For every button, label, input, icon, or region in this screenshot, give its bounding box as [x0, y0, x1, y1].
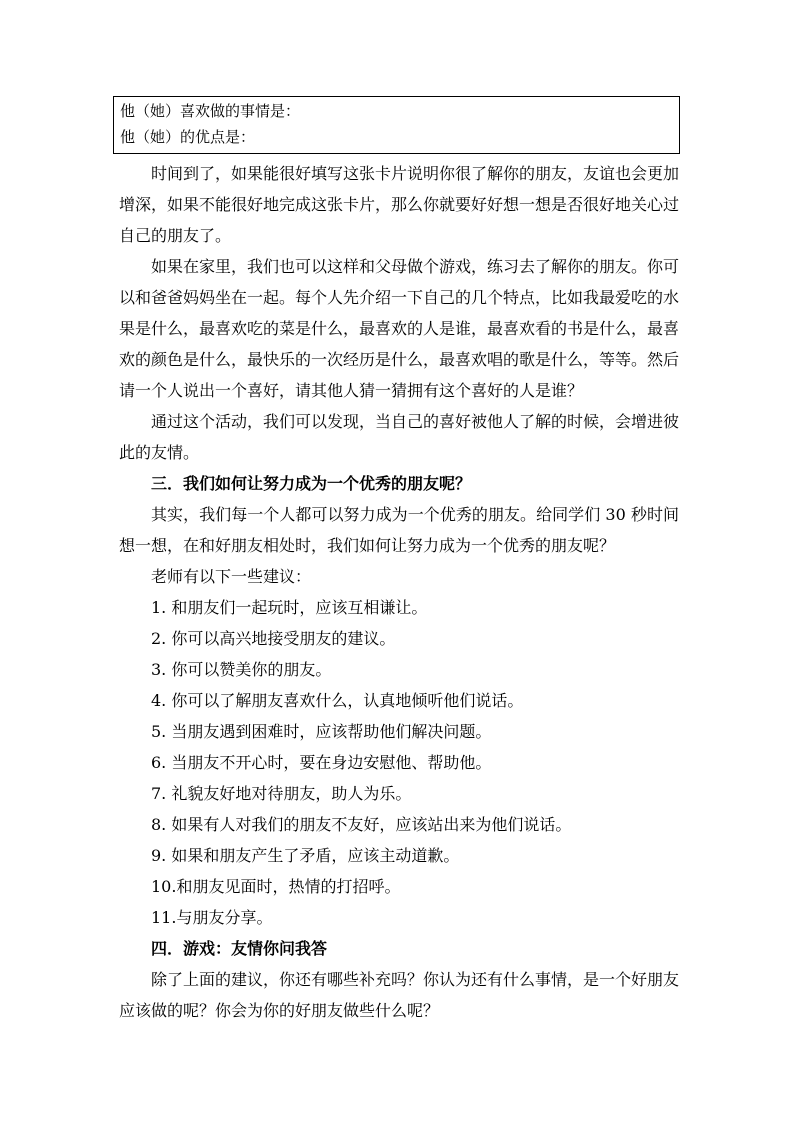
section-3-suggestion-lead: 老师有以下一些建议：: [151, 567, 312, 586]
list-item: 4. 你可以了解朋友喜欢什么，认真地倾听他们说话。: [151, 691, 524, 710]
section-4-heading: 四．游戏：友情你问我答: [151, 939, 328, 958]
section-3-intro: 其实，我们每一个人都可以努力成为一个优秀的朋友。给同学们 30 秒时间想一想，在和好朋友相处时，我们如何让努力成为一个优秀的朋友呢？: [119, 505, 679, 555]
card-line-strength: 他（她）的优点是：: [120, 128, 256, 146]
section-3-heading: 三．我们如何让努力成为一个优秀的朋友呢？: [151, 474, 472, 493]
document-body: [119, 158, 679, 1026]
list-item: 11.与朋友分享。: [151, 908, 273, 927]
paragraph-family-game: 如果在家里，我们也可以这样和父母做个游戏，练习去了解你的朋友。你可以和爸爸妈妈坐在一起。每个人先介绍一下自己的几个特点，比如我最爱吃的水果是什么，最喜欢吃的菜是什么，最喜欢的人是谁，最喜欢看的书是什么，最喜欢的颜色是什么，最快乐的一次经历是什么，最喜欢唱的歌是什么，等等。然后请一个人说出一个喜好，请其他人猜一猜拥有这个喜好的人是谁？: [119, 257, 680, 400]
suggestion-list: [119, 592, 679, 933]
paragraph-card-conclusion: 时间到了，如果能很好填写这张卡片说明你很了解你的朋友，友谊也会更加增深，如果不能很好地完成这张卡片，那么你就要好好想一想是否很好地关心过自己的朋友了。: [119, 164, 680, 245]
list-item: 6. 当朋友不开心时，要在身边安慰他、帮助他。: [151, 753, 492, 772]
section-4-intro: 除了上面的建议，你还有哪些补充吗？你认为还有什么事情，是一个好朋友应该做的呢？你会为你的好朋友做些什么呢？: [119, 970, 680, 1020]
list-item: 3. 你可以赞美你的朋友。: [151, 660, 332, 679]
list-item: 2. 你可以高兴地接受朋友的建议。: [151, 629, 396, 648]
list-item: 5. 当朋友遇到困难时，应该帮助他们解决问题。: [151, 722, 492, 741]
list-item: 1. 和朋友们一起玩时，应该互相谦让。: [151, 598, 428, 617]
friend-card-table: [113, 96, 680, 154]
list-item: 7. 礼貌友好地对待朋友，助人为乐。: [151, 784, 412, 803]
list-item: 10.和朋友见面时，热情的打招呼。: [151, 877, 401, 896]
list-item: 9. 如果和朋友产生了矛盾，应该主动道歉。: [151, 846, 460, 865]
card-line-hobby: 他（她）喜欢做的事情是：: [120, 102, 301, 120]
list-item: 8. 如果有人对我们的朋友不友好，应该站出来为他们说话。: [151, 815, 572, 834]
paragraph-activity-result: 通过这个活动，我们可以发现，当自己的喜好被他人了解的时候，会增进彼此的友情。: [119, 412, 680, 462]
